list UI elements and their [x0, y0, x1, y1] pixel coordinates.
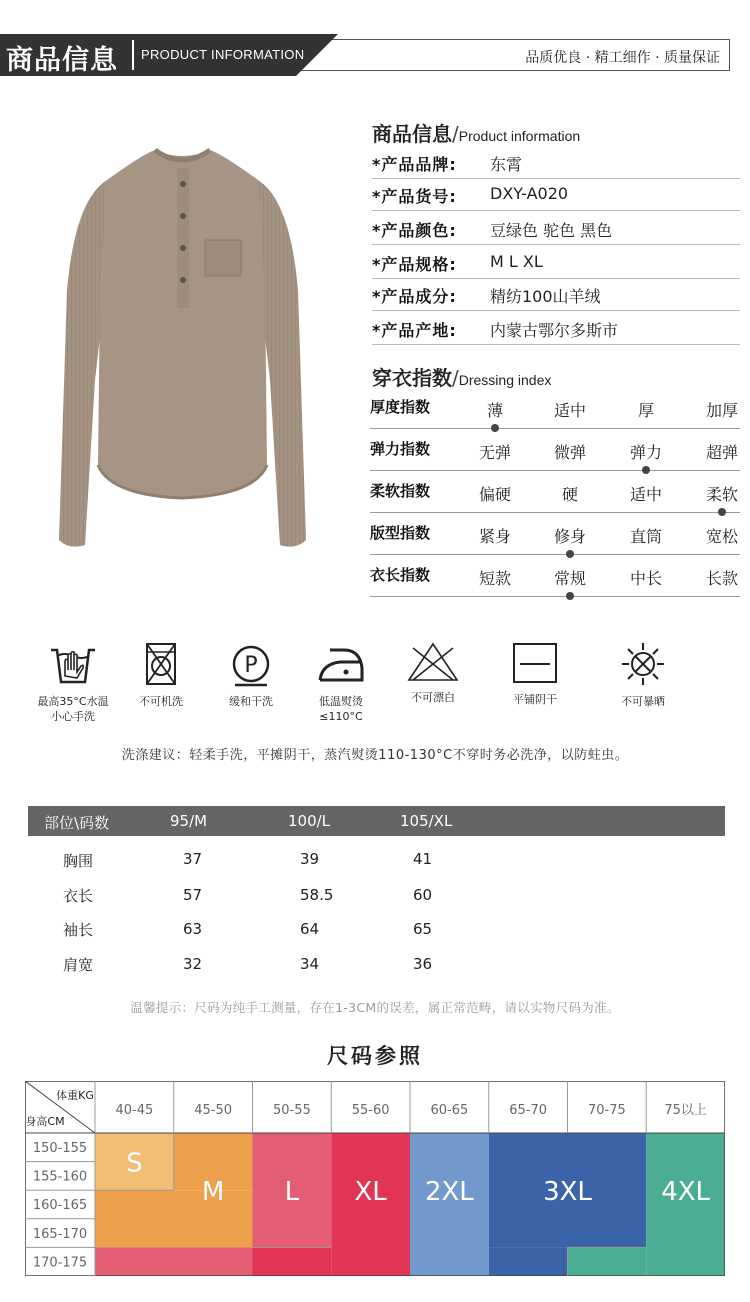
- info-label: *产品成分:: [372, 287, 457, 306]
- care-item: [490, 640, 580, 707]
- corner-height-label: 身高CM: [25, 1115, 65, 1128]
- size-table-part: 袖长: [63, 921, 94, 939]
- size-table-cell: 63: [183, 920, 203, 938]
- dressing-option: 加厚: [705, 401, 738, 420]
- height-label: 170-175: [32, 1255, 88, 1271]
- care-item: [388, 640, 478, 705]
- height-label: 155-160: [32, 1169, 88, 1185]
- care-item: [28, 640, 118, 724]
- height-label: 150-155: [32, 1141, 88, 1156]
- care-label: 最高35°C水温 小心手洗: [37, 695, 109, 723]
- dressing-marker: [491, 424, 499, 432]
- size-label: M: [201, 1177, 225, 1208]
- dressing-row: [370, 560, 740, 602]
- section-header: [0, 34, 750, 76]
- info-value: 豆绿色 驼色 黑色: [490, 221, 613, 240]
- size-table-cell: 60: [413, 886, 433, 904]
- dressing-scale-line: [370, 554, 740, 555]
- size-label: 2XL: [424, 1177, 474, 1208]
- weight-label: 45-50: [194, 1103, 233, 1118]
- info-value: 东霄: [490, 155, 523, 174]
- info-value: DXY-A020: [490, 184, 569, 203]
- info-row: [372, 178, 740, 211]
- size-table-cell: 37: [183, 850, 203, 868]
- care-label: 不可漂白: [411, 691, 455, 704]
- dressing-option: 无弹: [478, 443, 511, 462]
- dressing-scale-line: [370, 512, 740, 513]
- dressing-option: 修身: [553, 527, 586, 546]
- info-row: [372, 278, 740, 311]
- dressing-option: 微弹: [553, 443, 586, 462]
- dressing-option: 直筒: [629, 527, 662, 546]
- care-label: 不可机洗: [139, 695, 183, 708]
- care-item: [116, 640, 206, 709]
- dressing-scale-line: [370, 596, 740, 597]
- product-info-title: 商品信息/Product information: [372, 122, 581, 146]
- info-row: [372, 146, 740, 179]
- header-separator: [132, 40, 134, 70]
- low-temp-iron-icon: [296, 640, 386, 688]
- size-table-header-cell: 105/XL: [400, 812, 453, 830]
- size-table-cell: 32: [183, 955, 203, 973]
- size-label: S: [126, 1148, 143, 1179]
- dressing-marker: [566, 592, 574, 600]
- dressing-label: 版型指数: [370, 524, 431, 542]
- dressing-option: 超弹: [705, 443, 738, 462]
- hand-wash-icon: [28, 640, 118, 688]
- wash-tip: 洗涤建议：轻柔手洗，平摊阴干，蒸汽熨烫110-130°C不穿时务必洗净，以防蛀虫。: [121, 748, 629, 763]
- size-table-part: 胸围: [63, 852, 94, 870]
- no-bleach-icon: [388, 640, 478, 684]
- size-table-cell: 58.5: [300, 886, 334, 904]
- dressing-option: 中长: [629, 569, 662, 588]
- dressing-label: 柔软指数: [370, 482, 431, 500]
- header-title-cn: 商品信息: [6, 45, 118, 76]
- header-slogan: 品质优良 · 精工细作 · 质量保证: [525, 50, 720, 66]
- size-label: XL: [354, 1177, 387, 1208]
- info-value: 精纺100山羊绒: [490, 287, 601, 306]
- dressing-option: 硬: [561, 485, 578, 504]
- size-label: L: [284, 1177, 300, 1208]
- dressing-option: 厚: [637, 401, 654, 420]
- care-label: 平铺阴干: [513, 693, 557, 706]
- size-table-cell: 39: [300, 850, 320, 868]
- dressing-label: 厚度指数: [370, 398, 431, 416]
- size-chart-grid: [25, 1081, 725, 1276]
- dressing-scale-line: [370, 470, 740, 471]
- size-table-cell: 65: [413, 920, 433, 938]
- weight-label: 60-65: [430, 1103, 469, 1118]
- weight-label: 65-70: [509, 1103, 548, 1118]
- dressing-row: [370, 434, 740, 476]
- size-block-3xl: [489, 1247, 568, 1276]
- care-item: [206, 640, 296, 709]
- info-label: *产品品牌:: [372, 155, 457, 174]
- info-label: *产品产地:: [372, 321, 457, 340]
- size-label: 4XL: [661, 1177, 711, 1208]
- product-image: [55, 140, 310, 560]
- size-note: 温馨提示：尺码为纯手工测量，存在1-3CM的误差，属正常范畴，请以实物尺码为准。: [130, 1000, 620, 1015]
- care-label: 低温熨烫 ≤110°C: [319, 695, 363, 723]
- size-table-header-cell: 100/L: [288, 812, 331, 830]
- dressing-index-title: 穿衣指数/Dressing index: [372, 366, 552, 390]
- info-value: M L XL: [490, 252, 543, 271]
- size-block-4xl-ext: [568, 1247, 647, 1276]
- dressing-option: 紧身: [478, 527, 511, 546]
- info-value: 内蒙古鄂尔多斯市: [490, 321, 619, 340]
- dressing-option: 偏硬: [478, 485, 511, 504]
- info-label: *产品规格:: [372, 255, 457, 274]
- info-row: [372, 212, 740, 245]
- size-table-part: 肩宽: [63, 956, 94, 974]
- size-table-part: 衣长: [63, 887, 94, 905]
- dressing-marker: [718, 508, 726, 516]
- size-block-m: [95, 1190, 253, 1247]
- weight-label: 50-55: [272, 1103, 311, 1118]
- dressing-option: 宽松: [705, 527, 738, 546]
- dressing-option: 短款: [478, 569, 511, 588]
- dressing-row: [370, 476, 740, 518]
- size-table-header: [28, 806, 725, 836]
- care-item: [296, 640, 386, 724]
- corner-weight-label: 体重KG: [56, 1089, 94, 1102]
- info-row: [372, 312, 740, 345]
- dressing-label: 弹力指数: [370, 440, 431, 458]
- header-title-en: PRODUCT INFORMATION: [141, 47, 305, 62]
- size-table-cell: 36: [413, 955, 433, 973]
- dry-flat-shade-icon: [490, 640, 580, 686]
- dressing-row: [370, 518, 740, 560]
- no-machine-wash-icon: [116, 640, 206, 688]
- size-block-l-ext: [95, 1247, 253, 1276]
- dressing-option: 常规: [553, 569, 586, 588]
- weight-label: 75以上: [664, 1103, 707, 1118]
- info-label: *产品货号:: [372, 187, 457, 206]
- dressing-option: 薄: [486, 401, 503, 420]
- no-sun-dry-icon: [598, 640, 688, 688]
- dressing-marker: [566, 550, 574, 558]
- care-label: 缓和干洗: [229, 695, 273, 708]
- dressing-label: 衣长指数: [370, 566, 431, 584]
- weight-label: 40-45: [115, 1103, 154, 1118]
- info-row: [372, 246, 740, 279]
- dry-clean-p-icon: [206, 640, 296, 688]
- weight-label: 70-75: [587, 1103, 626, 1118]
- size-table-header-cell: 部位\码数: [44, 814, 110, 832]
- dressing-option: 适中: [629, 485, 662, 504]
- dressing-row: [370, 392, 740, 434]
- size-chart-title: 尺码参照: [327, 1044, 423, 1068]
- size-table-cell: 57: [183, 886, 203, 904]
- svg-text:P: P: [244, 653, 258, 678]
- size-label: 3XL: [543, 1177, 592, 1208]
- size-table-cell: 41: [413, 850, 433, 868]
- weight-label: 55-60: [351, 1103, 390, 1118]
- dressing-option: 适中: [553, 401, 586, 420]
- size-table-header-cell: 95/M: [170, 812, 208, 830]
- height-label: 165-170: [32, 1226, 88, 1242]
- care-label: 不可暴晒: [621, 695, 665, 708]
- info-label: *产品颜色:: [372, 221, 457, 240]
- header-frame-top: [296, 39, 730, 40]
- size-table-cell: 64: [300, 920, 320, 938]
- height-label: 160-165: [32, 1198, 88, 1214]
- size-table-cell: 34: [300, 955, 320, 973]
- dressing-option: 柔软: [705, 485, 738, 504]
- care-item: [598, 640, 688, 709]
- dressing-scale-line: [370, 428, 740, 429]
- dressing-option: 弹力: [629, 443, 662, 462]
- dressing-marker: [642, 466, 650, 474]
- size-block-xl-ext: [253, 1247, 332, 1276]
- dressing-option: 长款: [705, 569, 738, 588]
